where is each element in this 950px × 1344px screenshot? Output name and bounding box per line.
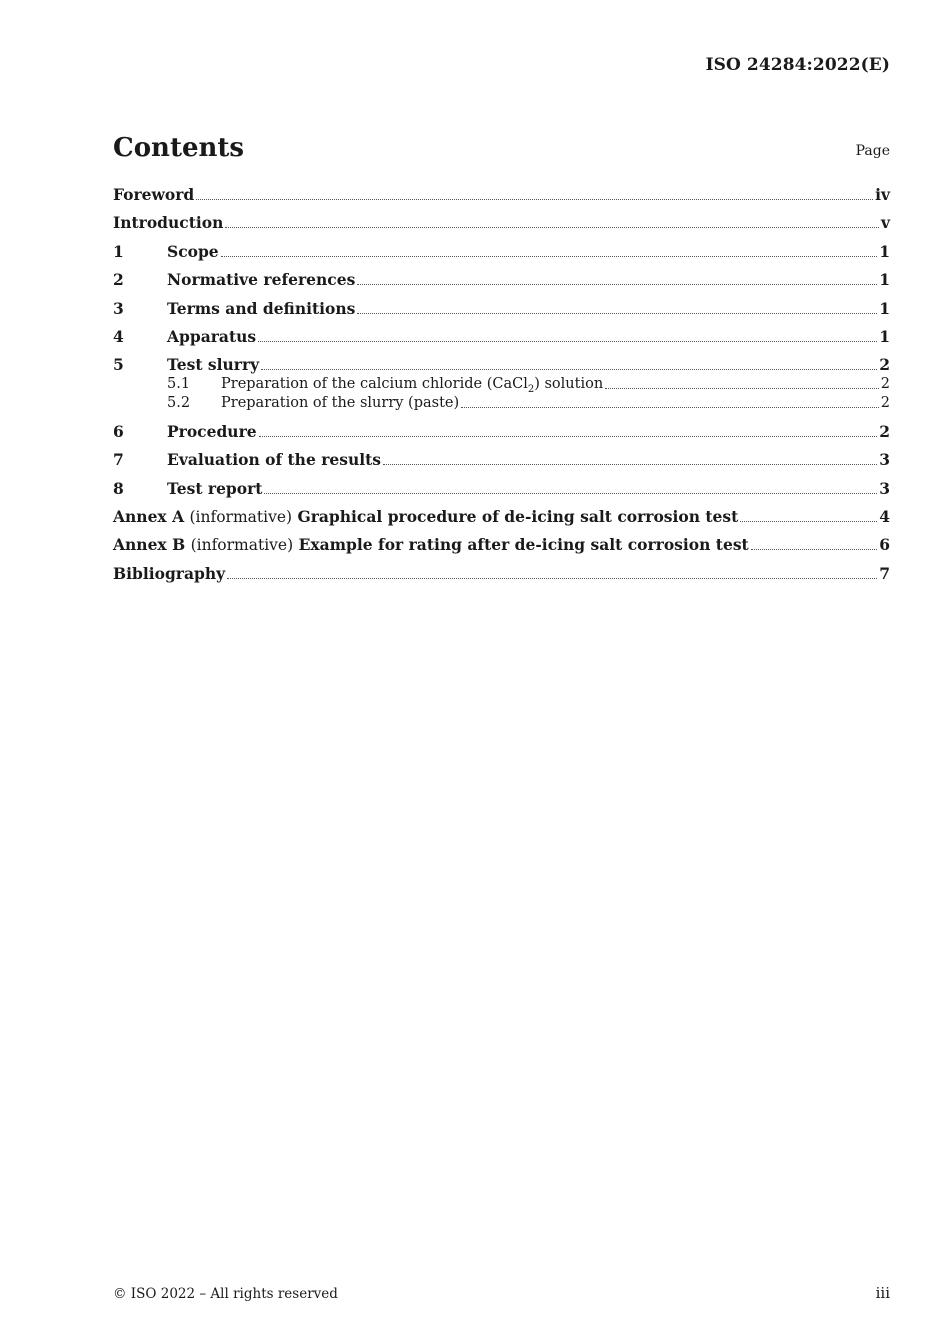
- toc-entry-title: Test report: [167, 478, 263, 498]
- toc-entry-annex-b[interactable]: [113, 535, 890, 555]
- toc-entry-page: iv: [875, 185, 890, 204]
- toc-entry-page: 4: [879, 506, 890, 526]
- toc-annex-title: Annex B (informative) Example for rating after de-icing salt corrosion test: [113, 535, 749, 555]
- toc-entry-page: 1: [879, 298, 890, 318]
- toc-entry-normative-references[interactable]: [113, 270, 890, 290]
- leader-dots: [461, 407, 879, 408]
- toc-entry-number: 8: [113, 478, 124, 498]
- leader-dots: [261, 369, 877, 370]
- toc-entry-number: 6: [113, 421, 124, 441]
- toc-entry-page: 3: [879, 478, 890, 498]
- toc-entry-page: 3: [879, 450, 890, 470]
- toc-entry-test-slurry[interactable]: [113, 355, 890, 375]
- leader-dots: [264, 493, 877, 494]
- leader-dots: [227, 578, 877, 579]
- toc-subentry-page: 2: [880, 395, 890, 412]
- toc-entry-page: 1: [879, 270, 890, 290]
- toc-entry-scope[interactable]: [113, 242, 890, 262]
- document-id: ISO 24284:2022(E): [705, 55, 890, 75]
- toc-entry-page: 7: [879, 563, 890, 583]
- toc-entry-number: 4: [113, 326, 124, 346]
- toc-entry-number: 7: [113, 450, 124, 470]
- toc-subentry-title: Preparation of the calcium chloride (CaCl$_2$) solution: [221, 376, 604, 396]
- toc-entry-annex-a[interactable]: [113, 507, 890, 527]
- toc-annex-title: Annex A (informative) Graphical procedure of de-icing salt corrosion test: [113, 506, 739, 526]
- copyright-notice: © ISO 2022 – All rights reserved: [113, 1286, 338, 1302]
- toc-entry-procedure[interactable]: [113, 422, 890, 442]
- toc-entry-evaluation[interactable]: [113, 450, 890, 470]
- toc-entry-title: Procedure: [167, 421, 257, 441]
- toc-entry-number: 2: [113, 270, 124, 290]
- toc-entry-page: 1: [879, 326, 890, 346]
- toc-subentry-title: Preparation of the slurry (paste): [221, 395, 460, 412]
- toc-entry-page: 6: [879, 535, 890, 555]
- toc-subentry-number: 5.2: [167, 395, 191, 412]
- leader-dots: [751, 549, 877, 550]
- toc-entry-page: 2: [879, 355, 890, 375]
- toc-subentry-calcium-chloride[interactable]: [113, 375, 890, 394]
- leader-dots: [740, 521, 877, 522]
- toc-entry-title: Normative references: [167, 270, 356, 290]
- toc-entry-title: Introduction: [113, 213, 224, 233]
- leader-dots: [196, 199, 873, 200]
- toc-entry-bibliography[interactable]: [113, 564, 890, 584]
- table-of-contents: [113, 185, 890, 592]
- page-title: Contents: [113, 133, 245, 163]
- leader-dots: [357, 284, 877, 285]
- toc-entry-title: Scope: [167, 241, 219, 261]
- leader-dots: [383, 464, 877, 465]
- leader-dots: [357, 313, 877, 314]
- toc-entry-title: Test slurry: [167, 355, 260, 375]
- toc-entry-foreword[interactable]: [113, 185, 890, 205]
- toc-entry-test-report[interactable]: [113, 479, 890, 499]
- toc-subentry-slurry[interactable]: [113, 394, 890, 413]
- toc-entry-apparatus[interactable]: [113, 327, 890, 347]
- toc-subentry-page: 2: [880, 376, 890, 393]
- leader-dots: [225, 227, 879, 228]
- toc-entry-page: v: [880, 213, 890, 233]
- leader-dots: [221, 256, 878, 257]
- leader-dots: [605, 388, 879, 389]
- toc-entry-page: 2: [879, 421, 890, 441]
- toc-subentry-number: 5.1: [167, 376, 191, 393]
- toc-entry-title: Terms and definitions: [167, 298, 356, 318]
- toc-entry-number: 3: [113, 298, 124, 318]
- toc-entry-title: Apparatus: [167, 326, 257, 346]
- page-column-label: Page: [855, 143, 890, 159]
- leader-dots: [258, 341, 877, 342]
- page-number: iii: [875, 1284, 890, 1302]
- toc-entry-title: Evaluation of the results: [167, 450, 382, 470]
- toc-entry-number: 1: [113, 241, 124, 261]
- toc-entry-terms-and-definitions[interactable]: [113, 299, 890, 319]
- toc-entry-introduction[interactable]: [113, 213, 890, 233]
- leader-dots: [259, 436, 878, 437]
- toc-entry-title: Foreword: [113, 185, 195, 204]
- toc-entry-page: 1: [879, 241, 890, 261]
- toc-entry-number: 5: [113, 355, 124, 375]
- toc-entry-title: Bibliography: [113, 563, 226, 583]
